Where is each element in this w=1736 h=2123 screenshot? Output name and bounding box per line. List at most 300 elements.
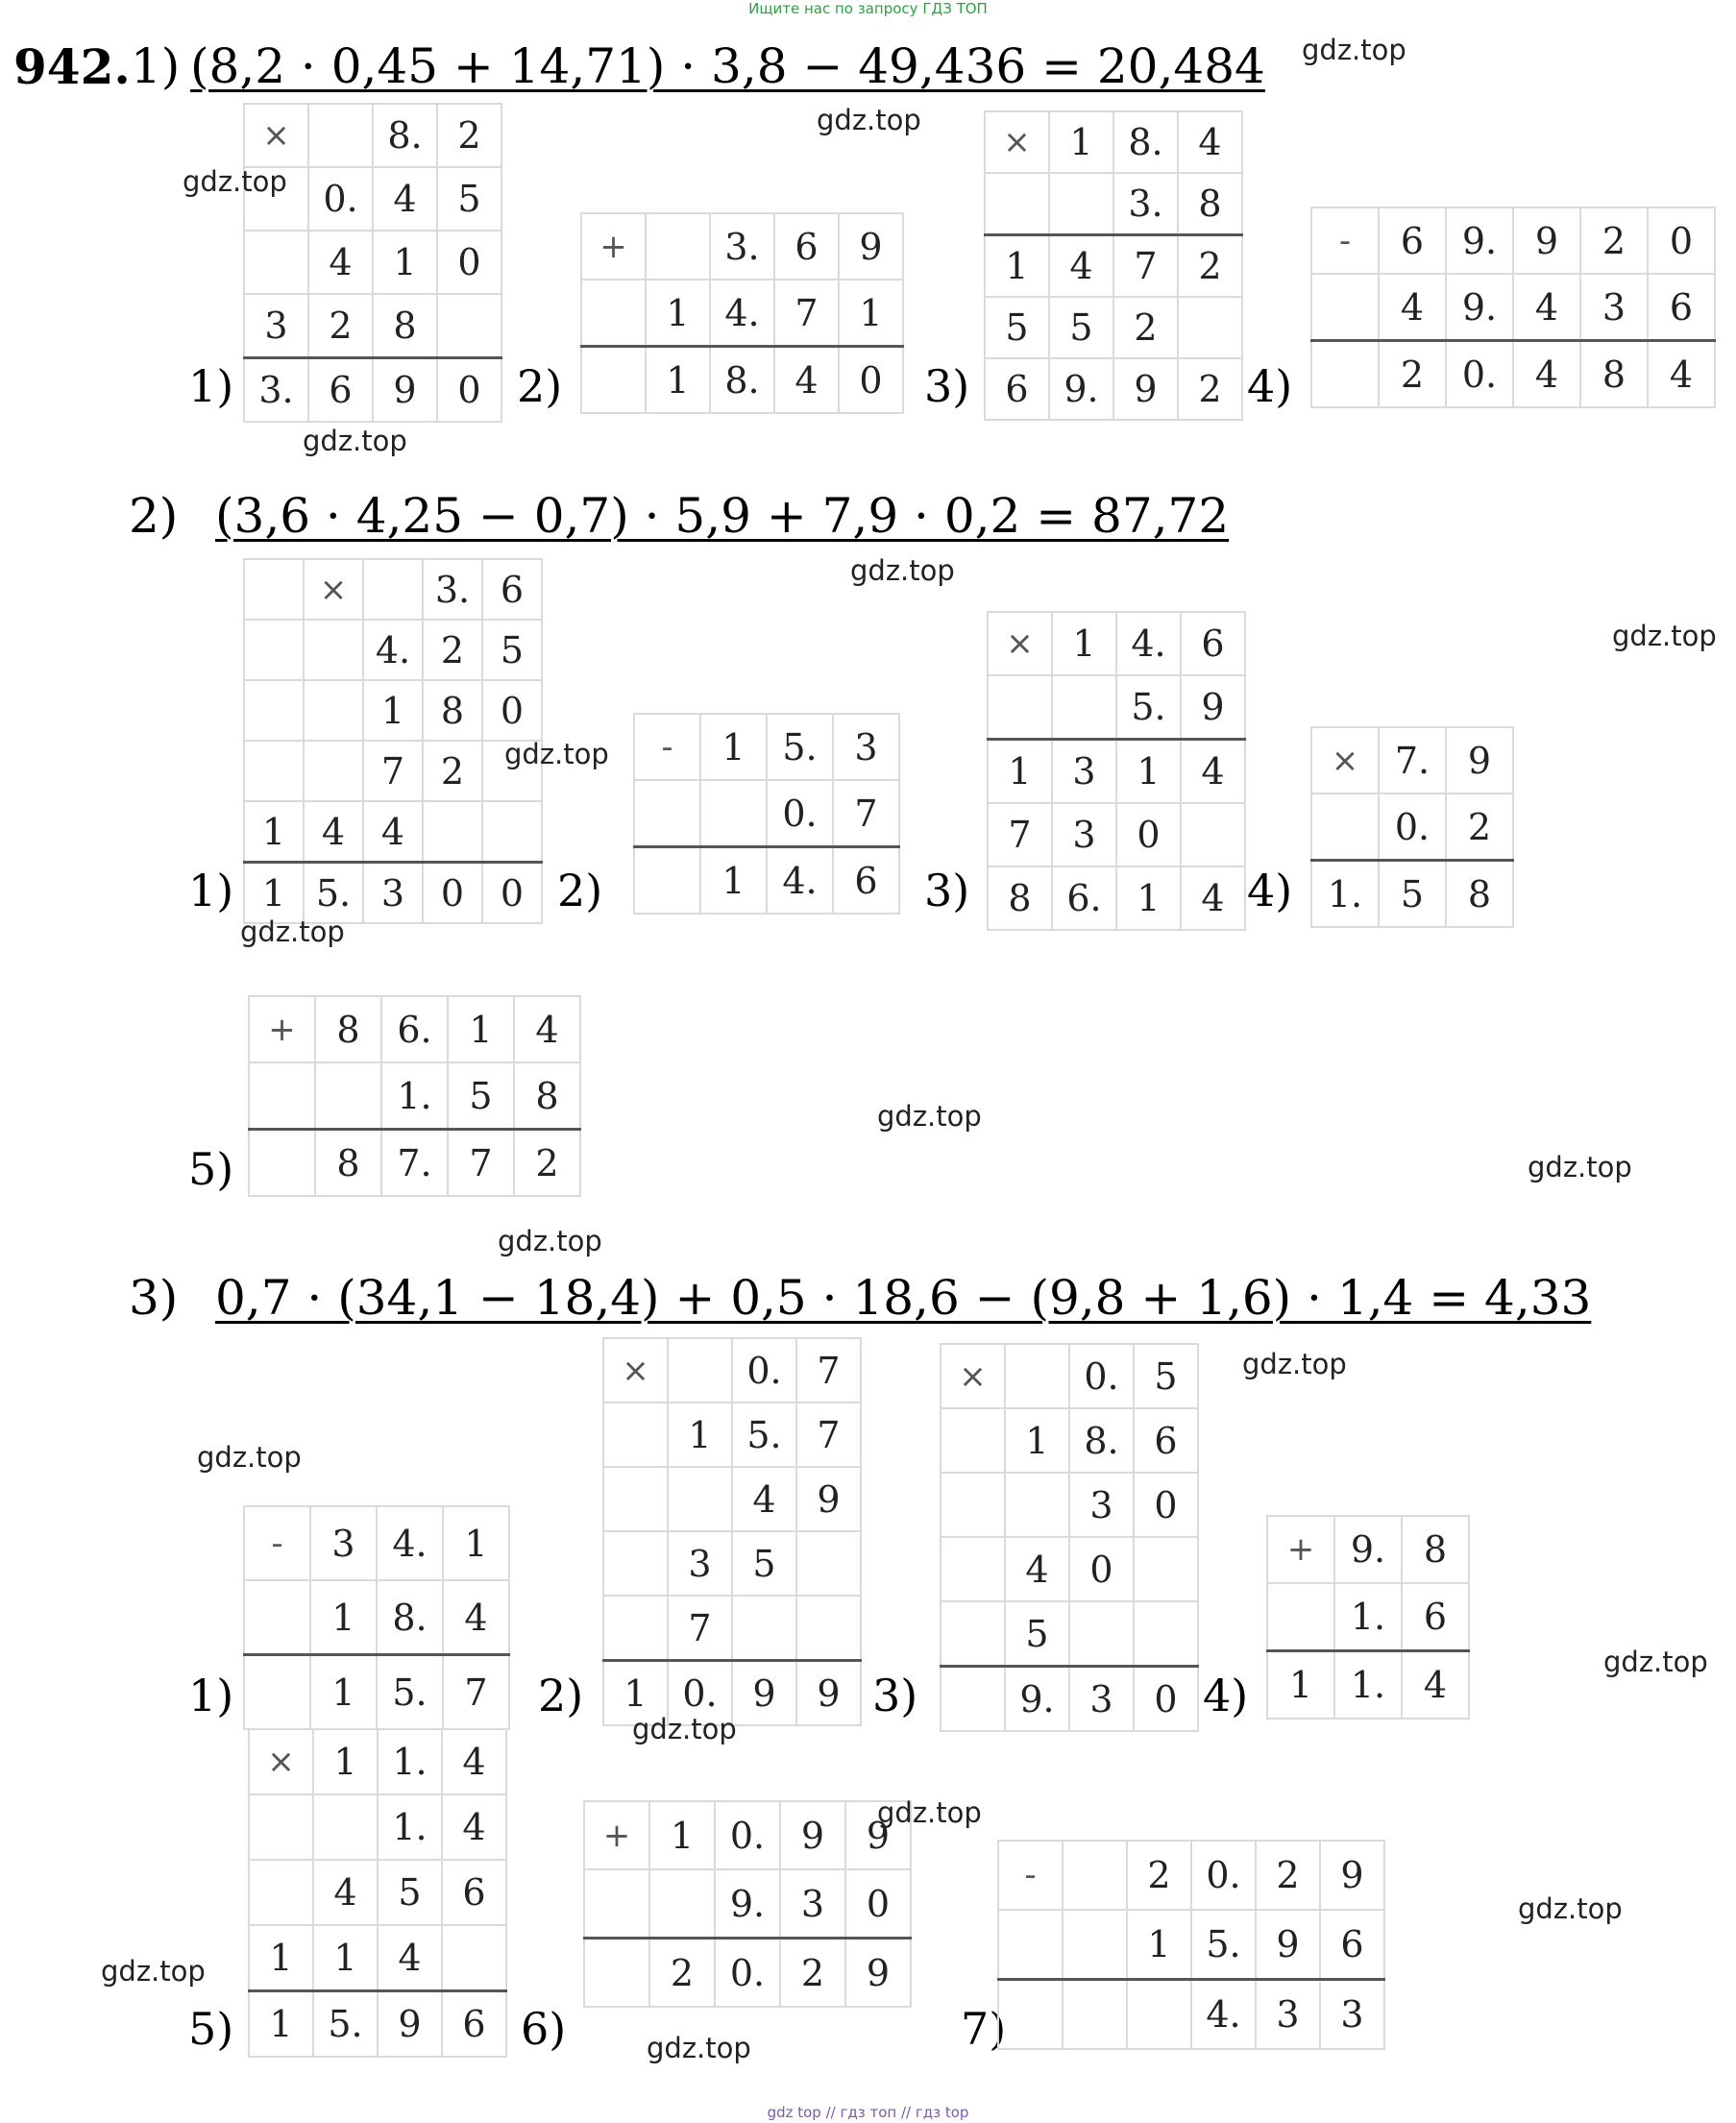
digit-cell: 4. xyxy=(363,620,423,680)
part-3-step-7-grid xyxy=(997,1840,1385,2050)
digit-cell: 1. xyxy=(1334,1651,1402,1720)
watermark-text: gdz.top xyxy=(1528,1151,1632,1184)
digit-cell: 8 xyxy=(514,1062,580,1130)
digit-cell: 1 xyxy=(700,847,767,915)
part-3-step-5-grid xyxy=(248,1728,507,2058)
operator-cell: × xyxy=(941,1344,1005,1408)
part-2-step-1-grid xyxy=(243,558,543,924)
digit-cell: 4. xyxy=(1191,1980,1256,2050)
grid-row xyxy=(244,104,501,167)
digit-cell xyxy=(304,680,363,741)
digit-cell: 6. xyxy=(1052,866,1116,930)
grid-row xyxy=(249,996,580,1062)
digit-cell xyxy=(796,1531,861,1596)
digit-cell: 0 xyxy=(437,358,501,423)
digit-cell: 0. xyxy=(715,1939,780,2008)
digit-cell: 1 xyxy=(1127,1910,1191,1980)
digit-cell: 5. xyxy=(767,714,833,780)
digit-cell: 0. xyxy=(732,1338,796,1403)
operator-cell: × xyxy=(988,612,1052,675)
grid-row xyxy=(244,620,542,680)
digit-cell: 9 xyxy=(1513,207,1580,274)
digit-cell xyxy=(634,847,700,915)
digit-cell: 1 xyxy=(668,1403,732,1467)
part-3-step-2-label: 2) xyxy=(538,1670,584,1721)
digit-cell xyxy=(796,1596,861,1661)
digit-cell: 9 xyxy=(796,1467,861,1531)
digit-cell xyxy=(700,780,767,847)
grid-row xyxy=(244,1655,509,1730)
grid-row xyxy=(244,294,501,358)
digit-cell: 9 xyxy=(1446,727,1513,793)
part-2-step-2-grid xyxy=(633,713,900,915)
grid-row xyxy=(1267,1651,1469,1720)
digit-cell: 2 xyxy=(1113,297,1178,358)
digit-cell: 3 xyxy=(1052,803,1116,866)
digit-cell xyxy=(363,559,423,620)
digit-cell: 9 xyxy=(1181,675,1245,740)
grid-row xyxy=(941,1537,1198,1601)
digit-cell xyxy=(646,213,710,280)
grid-row xyxy=(603,1596,861,1661)
digit-cell: 0 xyxy=(1648,207,1715,274)
grid-row xyxy=(244,741,542,801)
digit-cell xyxy=(244,620,304,680)
digit-cell: 8 xyxy=(988,866,1052,930)
digit-cell xyxy=(244,1580,310,1655)
digit-cell xyxy=(668,1467,732,1531)
digit-cell xyxy=(249,1062,315,1130)
operator-cell: × xyxy=(249,1729,313,1794)
digit-cell xyxy=(1052,675,1116,740)
digit-cell: 0. xyxy=(1191,1841,1256,1910)
digit-cell: 2 xyxy=(437,104,501,167)
digit-cell: 4 xyxy=(373,167,437,231)
grid-row xyxy=(988,612,1245,675)
grid-row xyxy=(581,213,903,280)
digit-cell: 9 xyxy=(732,1661,796,1726)
digit-cell: 3 xyxy=(1320,1980,1384,2050)
watermark-text: gdz.top xyxy=(1302,34,1406,66)
digit-cell: 5 xyxy=(732,1531,796,1596)
grid-row xyxy=(244,1580,509,1655)
digit-cell: 1 xyxy=(373,231,437,294)
digit-cell xyxy=(668,1338,732,1403)
digit-cell: 9 xyxy=(796,1661,861,1726)
digit-cell: 2 xyxy=(1379,341,1446,408)
digit-cell: 6 xyxy=(833,847,899,915)
digit-cell: 4 xyxy=(1513,274,1580,341)
digit-cell: 8 xyxy=(1446,861,1513,928)
grid-row xyxy=(985,111,1242,173)
digit-cell: 3. xyxy=(710,213,774,280)
grid-row xyxy=(244,358,501,423)
digit-cell: 4 xyxy=(308,231,373,294)
digit-cell: 1 xyxy=(448,996,514,1062)
digit-cell xyxy=(313,1794,378,1860)
digit-cell: 3 xyxy=(1052,740,1116,804)
digit-cell: 7 xyxy=(774,280,839,347)
part-1-step-4-grid xyxy=(1310,207,1716,408)
digit-cell: 2 xyxy=(1178,235,1242,298)
grid-row xyxy=(998,1910,1384,1980)
operator-cell: - xyxy=(244,1506,310,1580)
digit-cell: 1 xyxy=(700,714,767,780)
digit-cell: 0. xyxy=(715,1801,780,1869)
grid-row xyxy=(244,559,542,620)
digit-cell xyxy=(249,1860,313,1925)
digit-cell: 0 xyxy=(482,680,542,741)
part-3-step-6-grid xyxy=(583,1800,912,2008)
digit-cell: 9. xyxy=(1049,358,1113,420)
digit-cell: 0. xyxy=(1069,1344,1134,1408)
operator-cell: × xyxy=(244,104,308,167)
digit-cell: 6 xyxy=(1181,612,1245,675)
grid-row xyxy=(998,1841,1384,1910)
grid-row xyxy=(1311,207,1715,274)
grid-row xyxy=(249,1991,506,2058)
part-3-step-5-label: 5) xyxy=(188,2003,234,2055)
grid-row xyxy=(985,173,1242,235)
digit-cell: 9 xyxy=(1320,1841,1384,1910)
problem-number: 942. xyxy=(13,38,131,95)
grid-row xyxy=(1311,861,1513,928)
digit-cell: 9 xyxy=(780,1801,845,1869)
digit-cell: 1 xyxy=(1116,740,1181,804)
part-2-step-4-grid xyxy=(1310,726,1514,928)
digit-cell: 4 xyxy=(732,1467,796,1531)
grid-row xyxy=(249,1062,580,1130)
part-1-step-1-label: 1) xyxy=(188,360,234,412)
digit-cell: 9 xyxy=(839,213,903,280)
operator-cell: - xyxy=(1311,207,1379,274)
digit-cell: 1 xyxy=(249,1925,313,1991)
digit-cell: 1 xyxy=(1267,1651,1334,1720)
part-3-label: 3) xyxy=(129,1270,179,1326)
digit-cell: 1 xyxy=(646,347,710,414)
digit-cell: 1 xyxy=(603,1661,668,1726)
operator-cell: + xyxy=(1267,1516,1334,1583)
digit-cell: 5 xyxy=(448,1062,514,1130)
digit-cell xyxy=(603,1403,668,1467)
digit-cell: 4 xyxy=(514,996,580,1062)
digit-cell: 9 xyxy=(845,1801,911,1869)
digit-cell xyxy=(244,231,308,294)
part-1-step-2-label: 2) xyxy=(517,360,563,412)
digit-cell xyxy=(581,347,646,414)
digit-cell: 2 xyxy=(649,1939,715,2008)
digit-cell: 0 xyxy=(437,231,501,294)
digit-cell: 1 xyxy=(985,235,1049,298)
digit-cell: 5. xyxy=(313,1991,378,2058)
digit-cell: 6 xyxy=(1379,207,1446,274)
part-3-step-1-grid xyxy=(243,1505,510,1730)
digit-cell xyxy=(442,1925,506,1991)
operator-cell: × xyxy=(1311,727,1379,793)
digit-cell: 4 xyxy=(1181,740,1245,804)
watermark-text: gdz.top xyxy=(877,1100,982,1133)
digit-cell: 2 xyxy=(1256,1841,1320,1910)
part-2-step-5-label: 5) xyxy=(188,1143,234,1195)
digit-cell: 0 xyxy=(839,347,903,414)
digit-cell xyxy=(941,1667,1005,1732)
part-2-step-3-grid xyxy=(987,611,1246,931)
digit-cell: 9 xyxy=(1256,1910,1320,1980)
part-2-step-3-label: 3) xyxy=(924,865,970,916)
grid-row xyxy=(988,740,1245,804)
digit-cell: 4 xyxy=(1648,341,1715,408)
digit-cell xyxy=(941,1601,1005,1667)
digit-cell xyxy=(1005,1344,1069,1408)
watermark-text: gdz.top xyxy=(197,1441,302,1474)
operator-cell: - xyxy=(634,714,700,780)
digit-cell: 2 xyxy=(780,1939,845,2008)
digit-cell: 2 xyxy=(514,1130,580,1197)
digit-cell: 3 xyxy=(1069,1473,1134,1537)
grid-row xyxy=(603,1338,861,1403)
digit-cell: 3. xyxy=(1113,173,1178,235)
digit-cell xyxy=(1063,1910,1127,1980)
digit-cell xyxy=(1005,1473,1069,1537)
grid-row xyxy=(584,1869,911,1939)
digit-cell xyxy=(423,801,482,863)
digit-cell xyxy=(315,1062,381,1130)
digit-cell: 3 xyxy=(310,1506,377,1580)
part-1-step-1-grid xyxy=(243,103,502,423)
grid-row xyxy=(988,675,1245,740)
digit-cell xyxy=(1311,274,1379,341)
digit-cell xyxy=(244,741,304,801)
digit-cell: 7 xyxy=(988,803,1052,866)
digit-cell: 9 xyxy=(1113,358,1178,420)
digit-cell xyxy=(998,1910,1063,1980)
grid-row xyxy=(1311,341,1715,408)
digit-cell xyxy=(603,1467,668,1531)
grid-row xyxy=(634,847,899,915)
watermark-text: gdz.top xyxy=(504,738,609,770)
watermark-text: gdz.top xyxy=(817,104,921,136)
part-2-expression: (3,6 · 4,25 − 0,7) · 5,9 + 7,9 · 0,2 = 87,72 xyxy=(215,488,1230,544)
part-1-label: 1) xyxy=(131,38,181,94)
digit-cell: 3 xyxy=(363,863,423,924)
part-1-step-4-label: 4) xyxy=(1247,360,1293,412)
digit-cell: 6 xyxy=(482,559,542,620)
digit-cell: 5 xyxy=(985,297,1049,358)
part-3-step-7-label: 7) xyxy=(961,2003,1007,2055)
digit-cell: 6. xyxy=(381,996,448,1062)
digit-cell xyxy=(244,559,304,620)
digit-cell: 8 xyxy=(315,1130,381,1197)
digit-cell: 1 xyxy=(1049,111,1113,173)
watermark-text: gdz.top xyxy=(1242,1348,1347,1380)
grid-row xyxy=(603,1467,861,1531)
grid-row xyxy=(1267,1516,1469,1583)
digit-cell: 5 xyxy=(1005,1601,1069,1667)
grid-row xyxy=(249,1729,506,1794)
digit-cell: 1. xyxy=(1334,1583,1402,1651)
digit-cell: 5 xyxy=(437,167,501,231)
grid-row xyxy=(998,1980,1384,2050)
digit-cell xyxy=(603,1531,668,1596)
digit-cell: 5. xyxy=(1116,675,1181,740)
digit-cell: 9. xyxy=(715,1869,780,1939)
digit-cell xyxy=(584,1869,649,1939)
digit-cell: 4 xyxy=(1402,1651,1469,1720)
digit-cell: 6 xyxy=(308,358,373,423)
watermark-text: gdz.top xyxy=(647,2032,751,2064)
grid-row xyxy=(581,347,903,414)
grid-row xyxy=(584,1801,911,1869)
digit-cell: 6 xyxy=(985,358,1049,420)
digit-cell: 6 xyxy=(774,213,839,280)
digit-cell: 1 xyxy=(649,1801,715,1869)
digit-cell: 4. xyxy=(767,847,833,915)
grid-row xyxy=(634,714,899,780)
digit-cell: 9 xyxy=(373,358,437,423)
digit-cell xyxy=(249,1130,315,1197)
digit-cell: 4 xyxy=(1513,341,1580,408)
digit-cell: 1 xyxy=(310,1655,377,1730)
grid-row xyxy=(941,1601,1198,1667)
digit-cell: 3 xyxy=(668,1531,732,1596)
digit-cell xyxy=(1049,173,1113,235)
digit-cell: 8. xyxy=(1113,111,1178,173)
grid-row xyxy=(249,1925,506,1991)
digit-cell: 0 xyxy=(1134,1473,1198,1537)
digit-cell: 8 xyxy=(1402,1516,1469,1583)
digit-cell: 8 xyxy=(1580,341,1648,408)
digit-cell: 1 xyxy=(363,680,423,741)
operator-cell: × xyxy=(304,559,363,620)
digit-cell: 8 xyxy=(423,680,482,741)
digit-cell: 8 xyxy=(1178,173,1242,235)
digit-cell: 8 xyxy=(315,996,381,1062)
digit-cell xyxy=(304,741,363,801)
digit-cell: 1 xyxy=(1052,612,1116,675)
digit-cell: 1. xyxy=(1311,861,1379,928)
digit-cell: 1 xyxy=(313,1925,378,1991)
digit-cell xyxy=(581,280,646,347)
grid-row xyxy=(941,1344,1198,1408)
grid-row xyxy=(244,231,501,294)
grid-row xyxy=(603,1403,861,1467)
digit-cell: 7 xyxy=(1113,235,1178,298)
digit-cell: 1 xyxy=(1005,1408,1069,1473)
watermark-text: gdz.top xyxy=(632,1713,737,1745)
digit-cell xyxy=(649,1869,715,1939)
grid-row xyxy=(985,235,1242,298)
digit-cell: 0. xyxy=(767,780,833,847)
grid-row xyxy=(581,280,903,347)
part-3-step-2-grid xyxy=(602,1337,862,1726)
operator-cell: + xyxy=(584,1801,649,1869)
digit-cell: 9 xyxy=(378,1991,442,2058)
digit-cell: 7 xyxy=(833,780,899,847)
digit-cell xyxy=(584,1939,649,2008)
digit-cell: 2 xyxy=(1178,358,1242,420)
digit-cell: 4 xyxy=(378,1925,442,1991)
digit-cell xyxy=(998,1980,1063,2050)
digit-cell: 7 xyxy=(796,1338,861,1403)
digit-cell: 3 xyxy=(244,294,308,358)
grid-row xyxy=(249,1130,580,1197)
digit-cell: 0. xyxy=(1379,793,1446,861)
digit-cell xyxy=(1311,793,1379,861)
part-3-step-4-label: 4) xyxy=(1203,1670,1249,1721)
digit-cell xyxy=(988,675,1052,740)
digit-cell: 8 xyxy=(373,294,437,358)
digit-cell: 4 xyxy=(1005,1537,1069,1601)
top-banner: Ищите нас по запросу ГДЗ ТОП xyxy=(748,0,988,17)
grid-row xyxy=(244,801,542,863)
digit-cell: 5. xyxy=(732,1403,796,1467)
part-2-step-1-label: 1) xyxy=(188,865,234,916)
digit-cell: 4. xyxy=(710,280,774,347)
digit-cell: 8. xyxy=(710,347,774,414)
part-3-step-6-label: 6) xyxy=(521,2003,567,2055)
part-3-step-4-grid xyxy=(1266,1515,1470,1720)
digit-cell: 1 xyxy=(244,801,304,863)
digit-cell: 0. xyxy=(668,1661,732,1726)
part-3-expression: 0,7 · (34,1 − 18,4) + 0,5 · 18,6 − (9,8 + 1,6) · 1,4 = 4,33 xyxy=(215,1270,1592,1326)
digit-cell: 1 xyxy=(244,863,304,924)
part-2-step-2-label: 2) xyxy=(557,865,603,916)
part-3-step-3-grid xyxy=(940,1343,1199,1732)
digit-cell: 2 xyxy=(1127,1841,1191,1910)
watermark-text: gdz.top xyxy=(303,425,407,457)
digit-cell: 1 xyxy=(839,280,903,347)
digit-cell xyxy=(1127,1980,1191,2050)
digit-cell: 6 xyxy=(1134,1408,1198,1473)
watermark-text: gdz.top xyxy=(1612,620,1717,652)
grid-row xyxy=(584,1939,911,2008)
grid-row xyxy=(985,297,1242,358)
digit-cell: 1 xyxy=(249,1991,313,2058)
part-1-step-2-grid xyxy=(580,212,904,414)
digit-cell xyxy=(437,294,501,358)
digit-cell: 6 xyxy=(1402,1583,1469,1651)
digit-cell: 4 xyxy=(304,801,363,863)
digit-cell: 4 xyxy=(442,1794,506,1860)
grid-row xyxy=(1311,274,1715,341)
digit-cell: 9. xyxy=(1446,207,1513,274)
digit-cell xyxy=(249,1794,313,1860)
digit-cell: 4 xyxy=(313,1860,378,1925)
digit-cell: 6 xyxy=(442,1860,506,1925)
digit-cell: 4 xyxy=(1181,866,1245,930)
digit-cell: 6 xyxy=(1648,274,1715,341)
digit-cell: 3 xyxy=(1256,1980,1320,2050)
digit-cell xyxy=(1134,1537,1198,1601)
digit-cell xyxy=(941,1473,1005,1537)
digit-cell: 0 xyxy=(1116,803,1181,866)
digit-cell xyxy=(985,173,1049,235)
watermark-text: gdz.top xyxy=(498,1225,602,1257)
grid-row xyxy=(634,780,899,847)
digit-cell: 7. xyxy=(1379,727,1446,793)
grid-row xyxy=(603,1531,861,1596)
digit-cell: 5 xyxy=(482,620,542,680)
watermark-text: gdz.top xyxy=(240,915,345,948)
grid-row xyxy=(988,866,1245,930)
digit-cell: 0 xyxy=(845,1869,911,1939)
digit-cell: 4 xyxy=(442,1729,506,1794)
digit-cell xyxy=(482,801,542,863)
digit-cell: 4 xyxy=(1379,274,1446,341)
digit-cell: 5 xyxy=(1379,861,1446,928)
watermark-text: gdz.top xyxy=(1603,1646,1708,1678)
digit-cell xyxy=(1134,1601,1198,1667)
